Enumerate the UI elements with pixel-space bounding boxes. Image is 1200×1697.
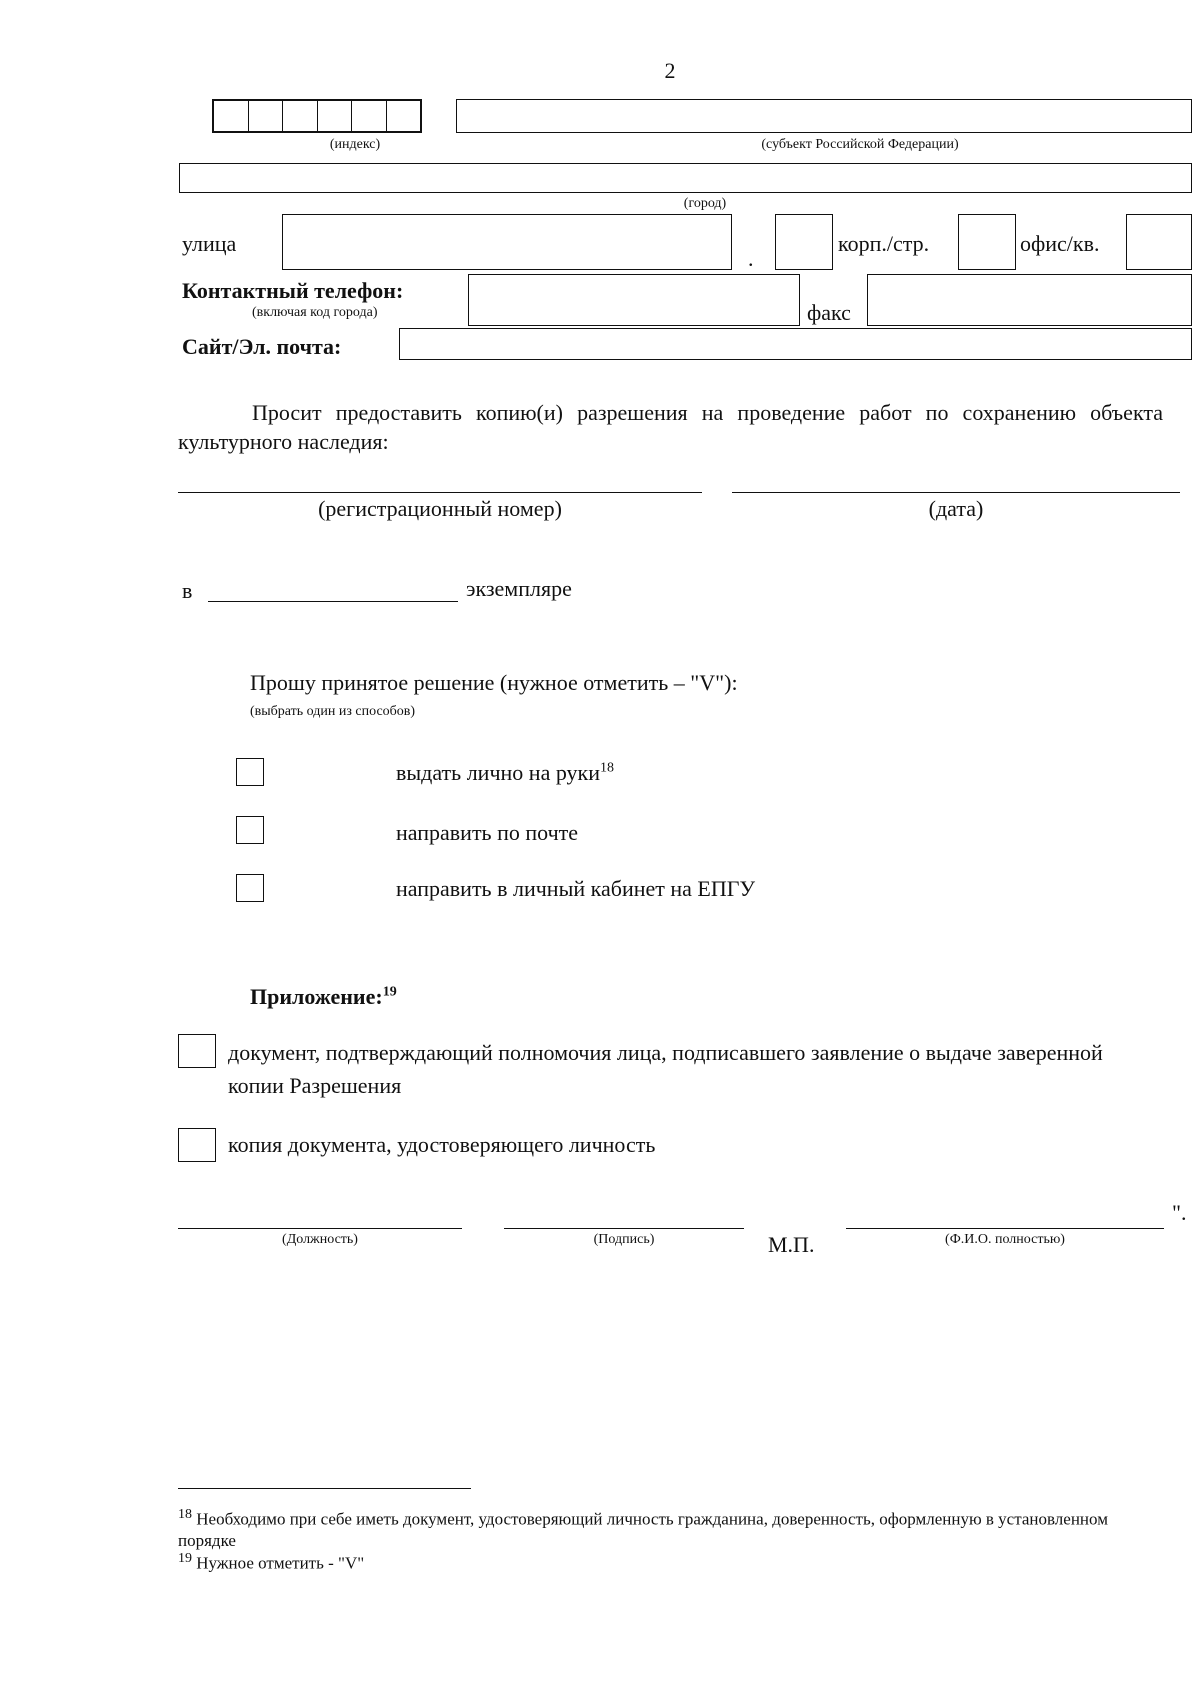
footnote-separator <box>178 1488 471 1489</box>
fax-label: факс <box>807 300 851 325</box>
decision-hint: (выбрать один из способов) <box>250 704 416 719</box>
region-field[interactable] <box>456 99 1192 133</box>
signature-caption: (Подпись) <box>593 1232 655 1247</box>
option-in-person-checkbox[interactable] <box>236 758 264 786</box>
option-by-mail-checkbox[interactable] <box>236 816 264 844</box>
date-caption: (дата) <box>928 496 984 521</box>
attachments-heading <box>250 984 397 1010</box>
building-field[interactable] <box>958 214 1016 270</box>
attachment-id-checkbox[interactable] <box>178 1128 216 1162</box>
region-caption: (субъект Российской Федерации) <box>761 137 959 152</box>
option-in-person <box>396 760 614 786</box>
index-cell[interactable] <box>387 101 421 131</box>
phone-label: Контактный телефон: <box>182 278 404 303</box>
full-name-line[interactable] <box>846 1228 1164 1229</box>
copies-prefix: в <box>182 578 193 603</box>
copies-count-line[interactable] <box>208 601 458 602</box>
phone-field[interactable] <box>468 274 800 326</box>
position-caption: (Должность) <box>282 1232 358 1247</box>
footnote-18 <box>178 1504 1168 1551</box>
footnote-number: 19 <box>178 1551 192 1566</box>
closing-quote: ". <box>1172 1200 1187 1225</box>
phone-hint: (включая код города) <box>252 305 378 320</box>
building-label: корп./стр. <box>838 231 930 256</box>
office-field[interactable] <box>1126 214 1192 270</box>
signature-line[interactable] <box>504 1228 744 1229</box>
index-caption: (индекс) <box>329 137 381 152</box>
index-cell[interactable] <box>214 101 249 131</box>
attachments-title: Приложение: <box>250 984 383 1009</box>
postal-index-field[interactable] <box>212 99 422 133</box>
street-label: улица <box>182 231 237 256</box>
index-cell[interactable] <box>352 101 387 131</box>
footnote-text: Нужное отметить - "V" <box>196 1553 365 1573</box>
page-number: 2 <box>664 58 676 83</box>
position-line[interactable] <box>178 1228 462 1229</box>
footnote-ref: 19 <box>382 984 397 1000</box>
full-name-caption: (Ф.И.О. полностью) <box>945 1232 1065 1247</box>
footnote-number: 18 <box>178 1507 192 1522</box>
attachment-id-copy: копия документа, удостоверяющего личность <box>228 1132 656 1157</box>
web-email-field[interactable] <box>399 328 1192 360</box>
option-epgu-checkbox[interactable] <box>236 874 264 902</box>
footnote-ref: 18 <box>600 760 615 776</box>
house-number-field[interactable] <box>775 214 833 270</box>
reg-number-caption: (регистрационный номер) <box>318 496 562 521</box>
copies-suffix: экземпляре <box>466 576 572 601</box>
city-caption: (город) <box>683 196 727 211</box>
date-line[interactable] <box>732 492 1180 493</box>
street-dot: . <box>748 246 754 271</box>
index-cell[interactable] <box>318 101 353 131</box>
city-field[interactable] <box>179 163 1192 193</box>
attachment-authority-checkbox[interactable] <box>178 1034 216 1068</box>
fax-field[interactable] <box>867 274 1192 326</box>
index-cell[interactable] <box>283 101 318 131</box>
street-field[interactable] <box>282 214 732 270</box>
decision-heading: Прошу принятое решение (нужное отметить – "V"): <box>250 670 738 695</box>
web-email-label: Сайт/Эл. почта: <box>182 334 342 359</box>
stamp-label: М.П. <box>768 1232 815 1257</box>
option-label: выдать лично на руки <box>396 760 601 785</box>
office-label: офис/кв. <box>1020 231 1100 256</box>
footnote-text: Необходимо при себе иметь документ, удостоверяющий личность гражданина, доверенность, оформленную в установленном порядке <box>178 1509 1108 1550</box>
footnote-19 <box>178 1548 1168 1574</box>
option-epgu: направить в личный кабинет на ЕПГУ <box>396 876 756 901</box>
request-paragraph: Просит предоставить копию(и) разрешения на проведение работ по сохранению объекта культурного наследия: <box>178 400 1163 454</box>
reg-number-line[interactable] <box>178 492 702 493</box>
index-cell[interactable] <box>249 101 284 131</box>
attachment-authority-doc: документ, подтверждающий полномочия лица, подписавшего заявление о выдаче заверенной копии Разрешения <box>228 1040 1103 1098</box>
option-by-mail: направить по почте <box>396 820 579 845</box>
